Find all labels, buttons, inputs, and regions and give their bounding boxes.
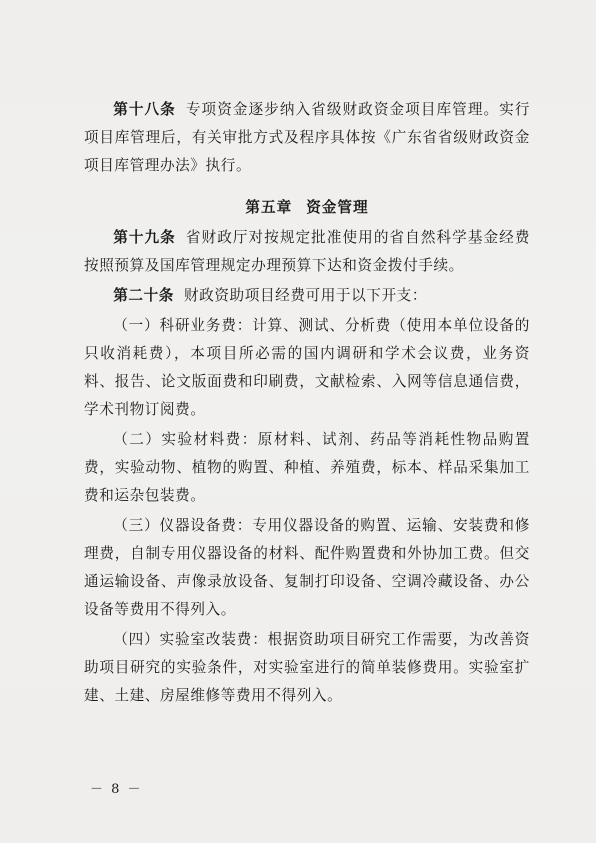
article-18: [84, 96, 530, 180]
article-19-label: 第十九条: [113, 229, 176, 246]
article-19-text: 省财政厅对按规定批准使用的省自然科学基金经费按照预算及国库管理规定办理预算下达和资金拨付手续。: [84, 229, 531, 274]
item-lab-renovation-fees: （四）实验室改装费：根据资助项目研究工作需要，为改善资助项目研究的实验条件，对实验室进行的简单装修费用。实验室扩建、土建、房屋维修等费用不得列入。: [84, 631, 530, 704]
item-equipment-fees: （三）仪器设备费：专用仪器设备的购置、运输、安装费和修理费，自制专用仪器设备的材料、配件购置费和外协加工费。但交通运输设备、声像录放设备、复制打印设备、空调冷藏设备、办公设备等费用不得列入。: [84, 517, 530, 618]
chapter-heading: [84, 194, 530, 222]
article-18-label: 第十八条: [113, 101, 176, 118]
chapter-number: 第五章: [245, 199, 293, 216]
article-20-text: 财政资助项目经费可用于以下开支：: [183, 287, 428, 304]
item-research-fees: （一）科研业务费：计算、测试、分析费（使用本单位设备的只收消耗费），本项目所必需的国内调研和学术会议费，业务资料、报告、论文版面费和印刷费，文献检索、入网等信息通信费，学术刊物订阅费。: [84, 317, 530, 418]
article-18-text: 专项资金逐步纳入省级财政资金项目库管理。实行项目库管理后，有关审批方式及程序具体按《广东省省级财政资金项目库管理办法》执行。: [84, 101, 531, 174]
page-number: － 8 －: [90, 782, 143, 797]
article-19: [84, 224, 530, 280]
document-body: [84, 96, 530, 710]
article-20-label: 第二十条: [113, 287, 174, 304]
item-material-fees: （二）实验材料费：原材料、试剂、药品等消耗性物品购置费，实验动物、植物的购置、种植、养殖费，标本、样品采集加工费和运杂包装费。: [84, 431, 530, 504]
chapter-title: 资金管理: [306, 199, 369, 216]
article-20: [84, 282, 530, 310]
